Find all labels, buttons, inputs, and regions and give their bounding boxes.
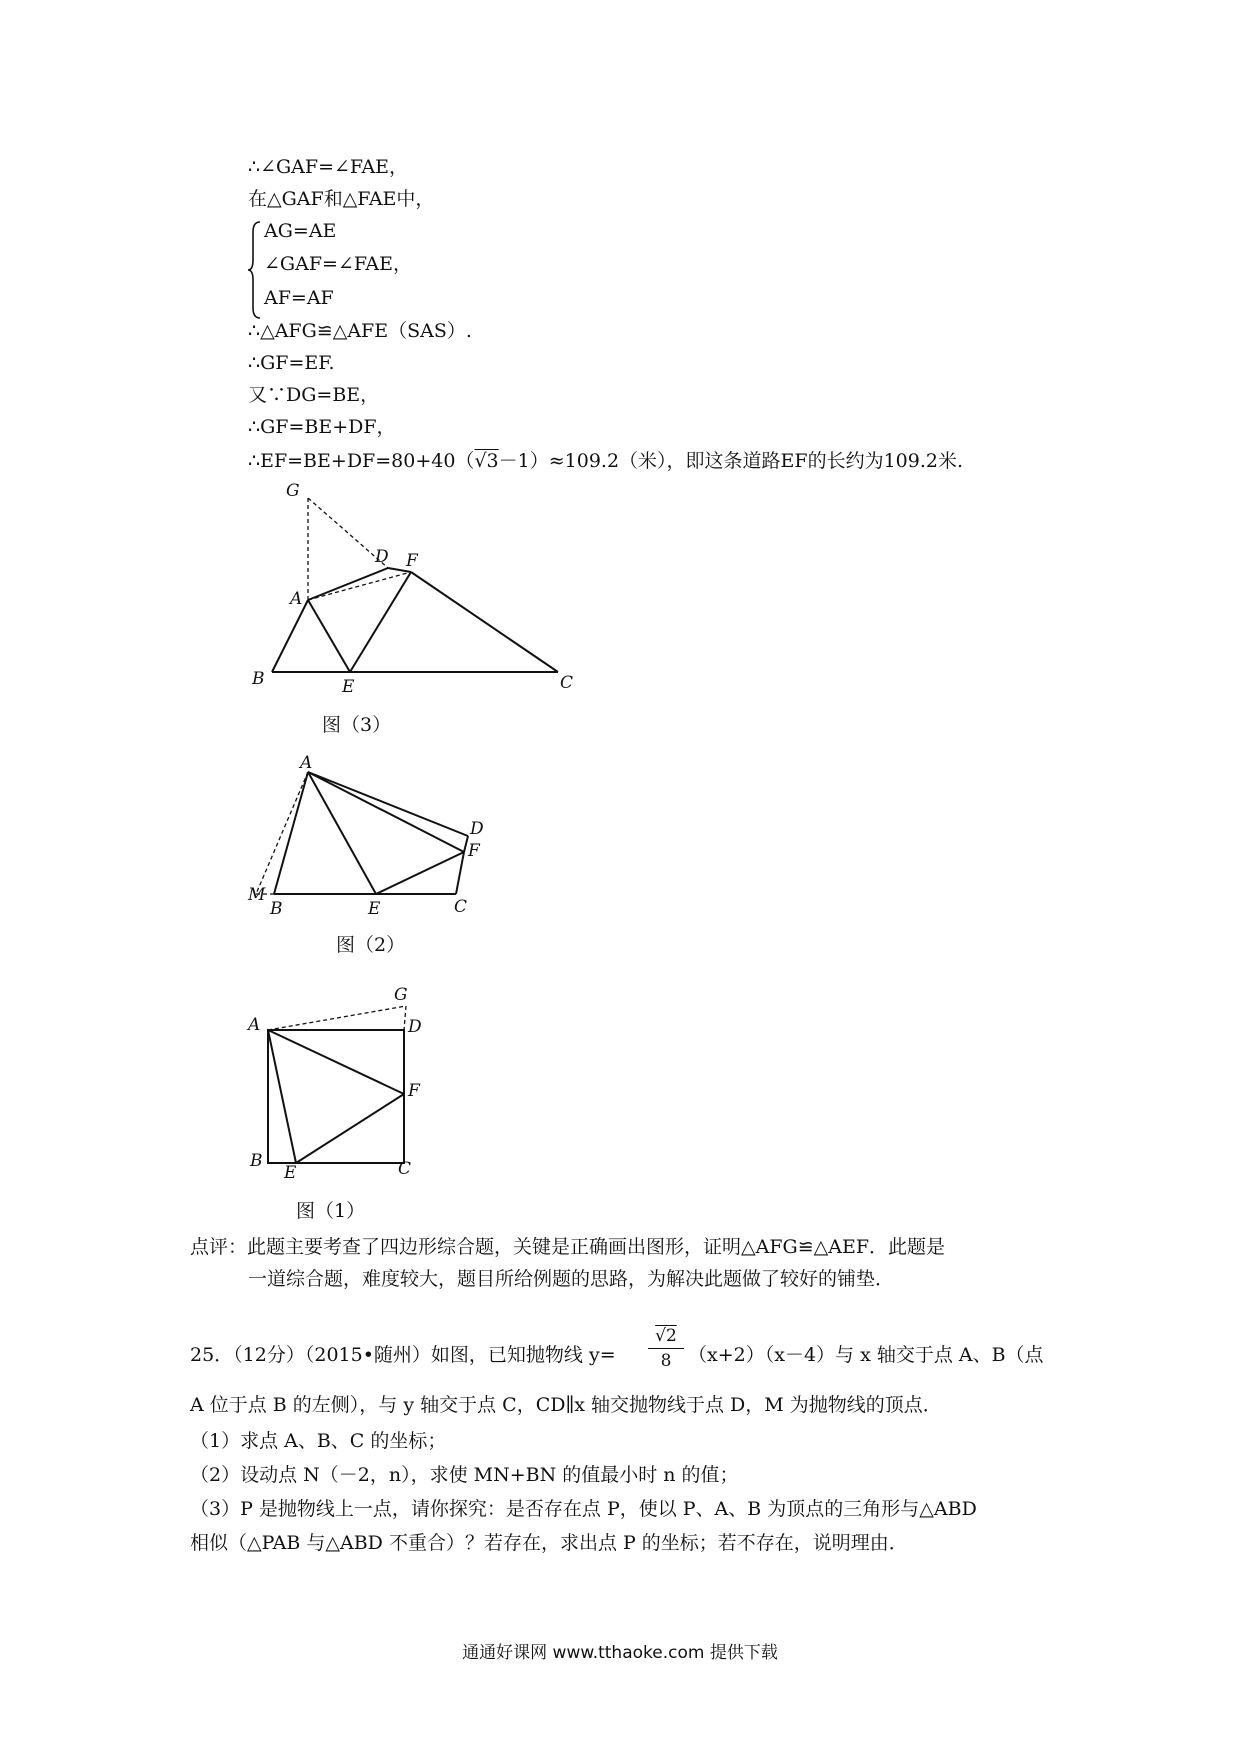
figure-2: [248, 752, 508, 922]
fig2-label-c: C: [454, 897, 468, 917]
problem-head-tail: （x+2）（x－4）与 x 轴交于点 A、B（点: [688, 1344, 1044, 1366]
fig3-label-a: A: [290, 589, 303, 609]
fig3-label-d: D: [375, 547, 389, 567]
page-footer: 通通好课网 www.tthaoke.com 提供下载: [462, 1643, 778, 1663]
fig2-label-a: A: [300, 753, 313, 773]
problem-question-1: （1）求点 A、B、C 的坐标；: [190, 1430, 447, 1452]
fig3-label-c: C: [560, 673, 574, 693]
figure-1-caption: 图（1）: [296, 1200, 366, 1222]
fig1-label-b: B: [250, 1151, 263, 1171]
fig3-label-b: B: [252, 669, 265, 689]
figure-2-caption: 图（2）: [336, 934, 406, 956]
fig2-label-d: D: [470, 819, 484, 839]
fig1-label-f: F: [408, 1081, 420, 1101]
system-line-3: AF=AF: [264, 287, 334, 309]
proof-line-1: ∴∠GAF=∠FAE，: [248, 156, 409, 178]
fig1-label-d: D: [408, 1017, 422, 1037]
problem-question-3b: 相似（△PAB 与△ABD 不重合）？若存在，求出点 P 的坐标；若不存在，说明理由．: [190, 1532, 908, 1554]
problem-question-2: （2）设动点 N（－2，n），求使 MN+BN 的值最小时 n 的值；: [190, 1464, 739, 1486]
fig3-label-f: F: [406, 551, 418, 571]
figure-1: [248, 980, 448, 1183]
problem-head: 25．（12分）（2015•随州）如图，已知抛物线 y=: [190, 1344, 616, 1366]
fraction-denominator: 8: [660, 1351, 672, 1371]
sqrt-three: √3: [474, 450, 499, 472]
proof-line-7: [248, 452, 963, 471]
comment-line-2: 一道综合题，难度较大，题目所给例题的思路，为解决此题做了较好的铺垫．: [248, 1268, 895, 1290]
proof-line-2: 在△GAF和△FAE中，: [248, 188, 435, 210]
fig1-label-a: A: [248, 1015, 261, 1035]
proof-line-7-part-a: ∴EF=BE+DF=80+40（: [248, 450, 475, 472]
equation-system: [248, 218, 428, 318]
problem-line-2: A 位于点 B 的左侧），与 y 轴交于点 C，CD∥x 轴交抛物线于点 D，M 为抛物线的顶点．: [190, 1394, 942, 1416]
proof-line-5: 又∵DG=BE，: [248, 384, 380, 406]
fig2-label-b: B: [270, 899, 283, 919]
fraction-numerator: √2: [648, 1326, 684, 1349]
figure-3-caption: 图（3）: [322, 714, 392, 736]
fig1-label-e: E: [284, 1163, 297, 1183]
proof-line-3: ∴△AFG≌△AFE（SAS）.: [248, 320, 472, 342]
problem-question-3a: （3）P 是抛物线上一点，请你探究：是否存在点 P，使以 P、A、B 为顶点的三角形与△ABD: [190, 1498, 977, 1520]
system-line-1: AG=AE: [264, 220, 337, 242]
figure-3: [248, 478, 588, 698]
fig1-label-g: G: [394, 985, 408, 1005]
comment-line-1: 点评：此题主要考查了四边形综合题，关键是正确画出图形，证明△AFG≌△AEF．此题是: [190, 1236, 946, 1258]
left-brace-icon: [248, 220, 262, 320]
fig2-label-f: F: [468, 841, 480, 861]
fig2-label-e: E: [368, 899, 381, 919]
proof-line-4: ∴GF=EF.: [248, 352, 335, 374]
fig1-label-c: C: [398, 1159, 412, 1179]
fraction: [648, 1326, 684, 1371]
proof-line-7-part-b: －1）≈109.2（米），即这条道路EF的长约为109.2米.: [498, 450, 964, 472]
fig2-label-m: M: [248, 885, 266, 905]
fig3-label-e: E: [342, 677, 355, 697]
proof-line-6: ∴GF=BE+DF，: [248, 416, 396, 438]
fig3-label-g: G: [286, 481, 300, 501]
system-line-2: ∠GAF=∠FAE，: [264, 253, 412, 275]
